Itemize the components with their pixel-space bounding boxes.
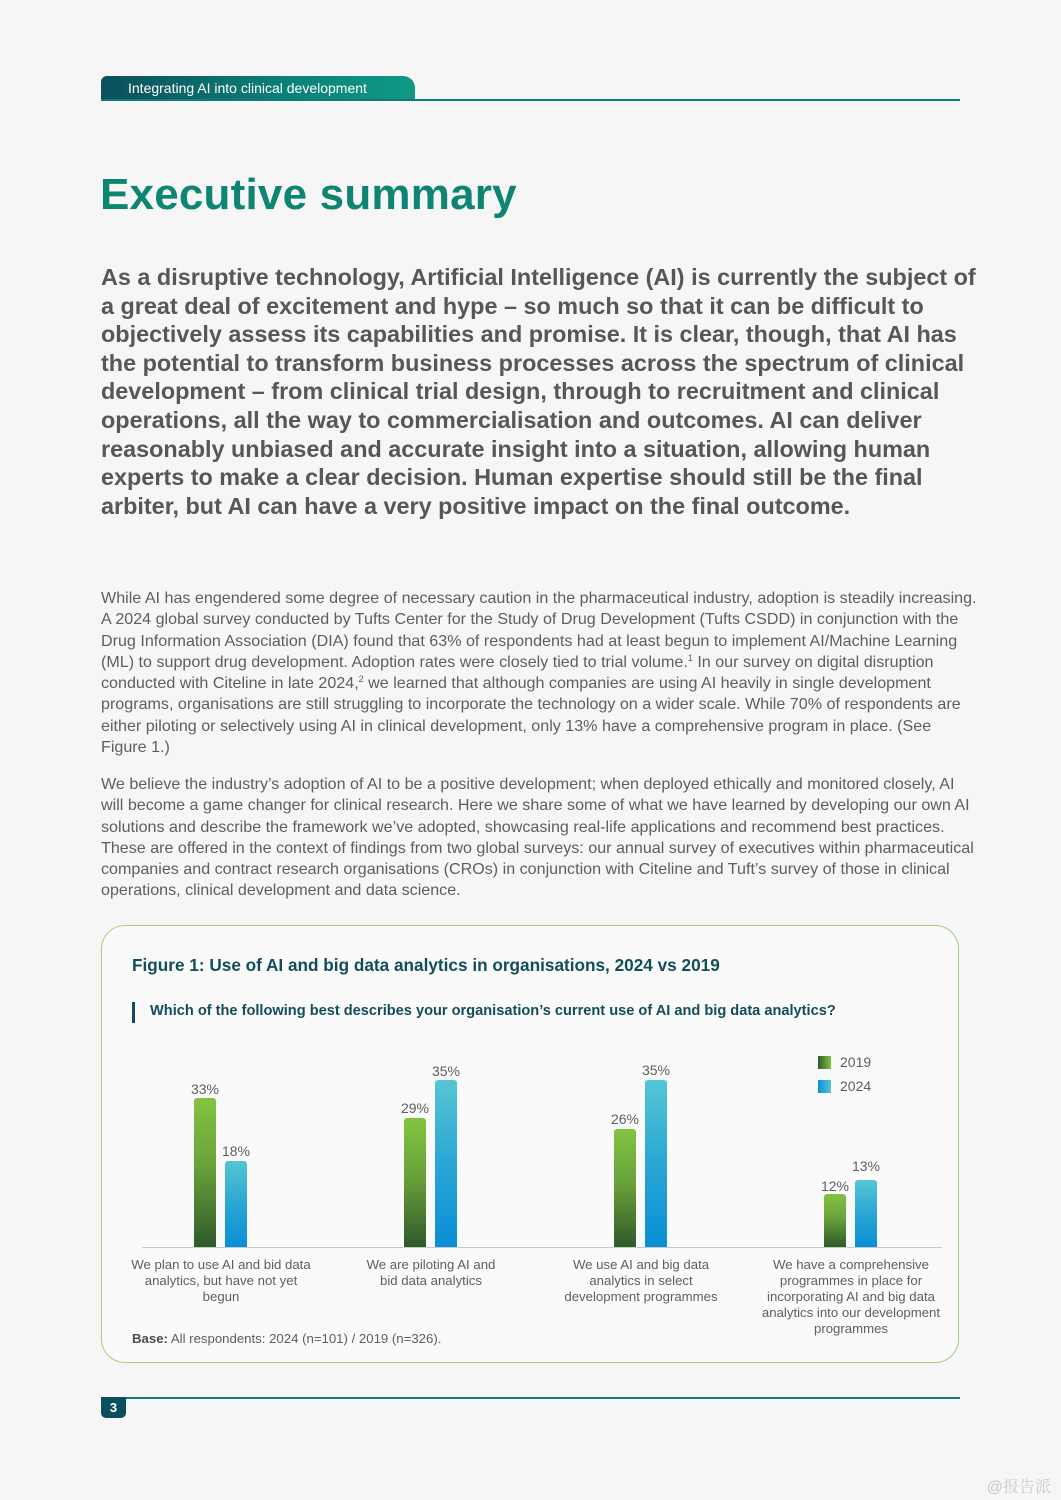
question-accent-bar (132, 1002, 135, 1023)
base-note-label: Base: (132, 1331, 168, 1346)
legend-item-2024 (818, 1078, 871, 1094)
legend-label: 2019 (840, 1054, 872, 1070)
footnote-ref-2[interactable]: 2 (358, 674, 364, 685)
value-label: 12% (820, 1178, 850, 1194)
legend-label: 2024 (840, 1078, 872, 1094)
bar-piloting-2019 (404, 1118, 426, 1247)
figure-question: Which of the following best describes your organisation’s current use of AI and big data analytics? (150, 1003, 836, 1019)
legend-swatch-2024 (818, 1080, 831, 1093)
footer-divider (101, 1397, 960, 1399)
bar-plan-2019 (194, 1098, 216, 1247)
paragraph-text: While AI has engendered some degree of necessary caution in the pharmaceutical industry, adoption is steadily increasing. A 2024 global survey conducted by Tufts Center for the Study of Drug Development (Tufts CSDD) in conjunction with the Drug Information Association (DIA) found that 63% of respondents had at least begun to implement AI/Machine Learning (ML) to support drug development. Adoption rates were closely tied to trial volume. (101, 589, 977, 671)
category-label: We have a comprehensive programmes in place for incorporating AI and big data analytics into our development programmes (761, 1257, 941, 1336)
body-paragraph-2: We believe the industry’s adoption of AI to be a positive development; when deployed ethically and monitored closely, AI will become a game changer for clinical research. Here we share some of what we have learned by developing our own AI solutions and describe the framework we’ve adopted, showcasing real-life applications and recommend best practices. These are offered in the context of findings from two global surveys: our annual survey of executives within pharmaceutical companies and contract research organisations (CROs) in conjunction with Citeline and Tuft’s survey of those in clinical operations, clinical development and data science. (101, 775, 974, 900)
value-label: 29% (400, 1100, 430, 1116)
bar-select-2019 (614, 1129, 636, 1247)
page-title: Executive summary (100, 170, 517, 219)
paragraph-text: In our survey on digital disruption conducted with Citeline in late 2024, (101, 652, 934, 693)
value-label: 18% (221, 1143, 251, 1159)
legend-swatch-2019 (818, 1056, 831, 1069)
body-paragraph-1 (101, 588, 981, 758)
base-note (132, 1331, 441, 1346)
bar-plan-2024 (225, 1161, 247, 1247)
header-divider (101, 99, 960, 101)
value-label: 35% (641, 1062, 671, 1078)
value-label: 35% (431, 1063, 461, 1079)
footnote-ref-1[interactable]: 1 (687, 652, 693, 663)
figure-title: Figure 1: Use of AI and big data analytics in organisations, 2024 vs 2019 (132, 955, 720, 975)
bar-comprehensive-2019 (824, 1194, 846, 1247)
value-label: 33% (190, 1081, 220, 1097)
legend-item-2019 (818, 1054, 871, 1070)
bar-select-2024 (645, 1080, 667, 1247)
lead-paragraph: As a disruptive technology, Artificial Intelligence (AI) is currently the subject of a great deal of excitement and hype – so much so that it can be difficult to objectively assess its capabilities and promise. It is clear, though, that AI has the potential to transform business processes across the spectrum of clinical development – from clinical trial design, through to recruitment and clinical operations, all the way to commercialisation and outcomes. AI can deliver reasonably unbiased and accurate insight into a situation, allowing human experts to make a clear decision. Human expertise should still be the final arbiter, but AI can have a very positive impact on the final outcome. (101, 264, 976, 519)
category-label: We plan to use AI and bid data analytics, but have not yet begun (131, 1257, 311, 1304)
value-label: 13% (851, 1158, 881, 1174)
paragraph-text: we learned that although companies are using AI heavily in single development programs, organisations are still struggling to incorporate the technology on a wider scale. While 70% of respondents are either piloting or selectively using AI in clinical development, only 13% have a comprehensive program in place. (See Figure 1.) (101, 674, 961, 757)
chart-baseline (142, 1247, 942, 1248)
page-number: 3 (101, 1397, 126, 1418)
section-header-tab: Integrating AI into clinical development (101, 76, 415, 100)
category-label: We are piloting AI and bid data analytics (366, 1257, 496, 1288)
base-note-text: All respondents: 2024 (n=101) / 2019 (n=326). (167, 1331, 442, 1346)
value-label: 26% (610, 1111, 640, 1127)
category-label: We use AI and big data analytics in select development programmes (564, 1257, 718, 1304)
watermark: @报告派 (986, 1479, 1051, 1496)
